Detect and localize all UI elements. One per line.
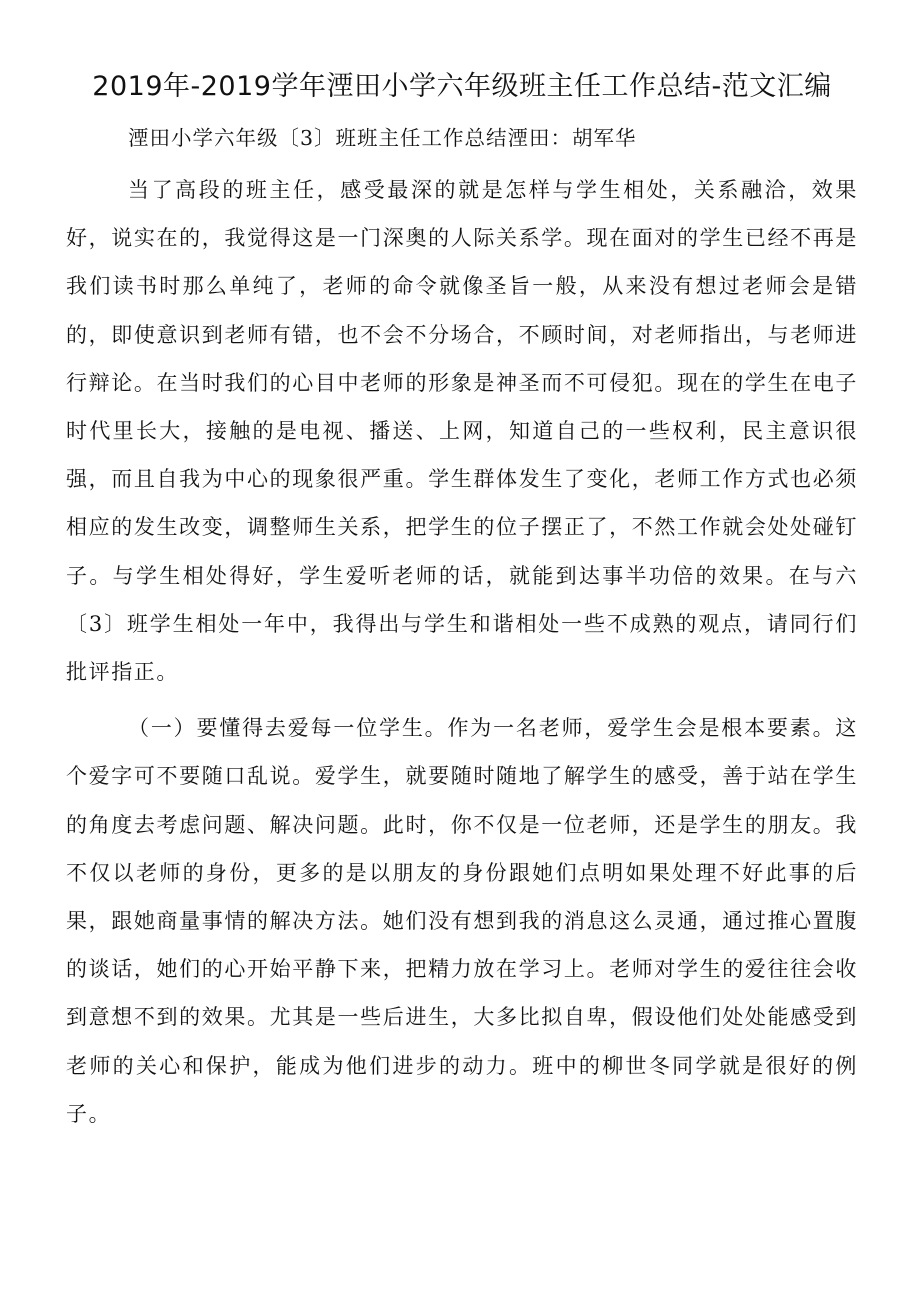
body-paragraph-1: 当了高段的班主任，感受最深的就是怎样与学生相处，关系融洽，效果好，说实在的，我觉得这是一门深奥的人际关系学。现在面对的学生已经不再是我们读书时那么单纯了，老师的命令就像圣旨一般，从来没有想过老师会是错的，即使意识到老师有错，也不会不分场合，不顾时间，对老师指出，与老师进行辩论。在当时我们的心目中老师的形象是神圣而不可侵犯。现在的学生在电子时代里长大，接触的是电视、播送、上网，知道自己的一些权利，民主意识很强，而且自我为中心的现象很严重。学生群体发生了变化，老师工作方式也必须相应的发生改变，调整师生关系，把学生的位子摆正了，不然工作就会处处碰钉子。与学生相处得好，学生爱听老师的话，就能到达事半功倍的效果。在与六〔3〕班学生相处一年中，我得出与学生和谐相处一些不成熟的观点，请同行们批评指正。 <box>66 178 858 685</box>
document-title: 2019年-2019学年湮田小学六年级班主任工作总结-范文汇编 <box>92 71 832 102</box>
document-subtitle: 湮田小学六年级〔3〕班班主任工作总结湮田：胡军华 <box>128 126 637 150</box>
document-page <box>66 62 858 1138</box>
body-paragraph-2: （一）要懂得去爱每一位学生。作为一名老师，爱学生会是根本要素。这个爱字可不要随口乱说。爱学生，就要随时随地了解学生的感受，善于站在学生的角度去考虑问题、解决问题。此时，你不仅是一位老师，还是学生的朋友。我不仅以老师的身份，更多的是以朋友的身份跟她们点明如果处理不好此事的后果，跟她商量事情的解决方法。她们没有想到我的消息这么灵通，通过推心置腹的谈话，她们的心开始平静下来，把精力放在学习上。老师对学生的爱往往会收到意想不到的效果。尤其是一些后进生，大多比拟自卑，假设他们处处能感受到老师的关心和保护，能成为他们进步的动力。班中的柳世冬同学就是很好的例子。 <box>66 716 858 1126</box>
